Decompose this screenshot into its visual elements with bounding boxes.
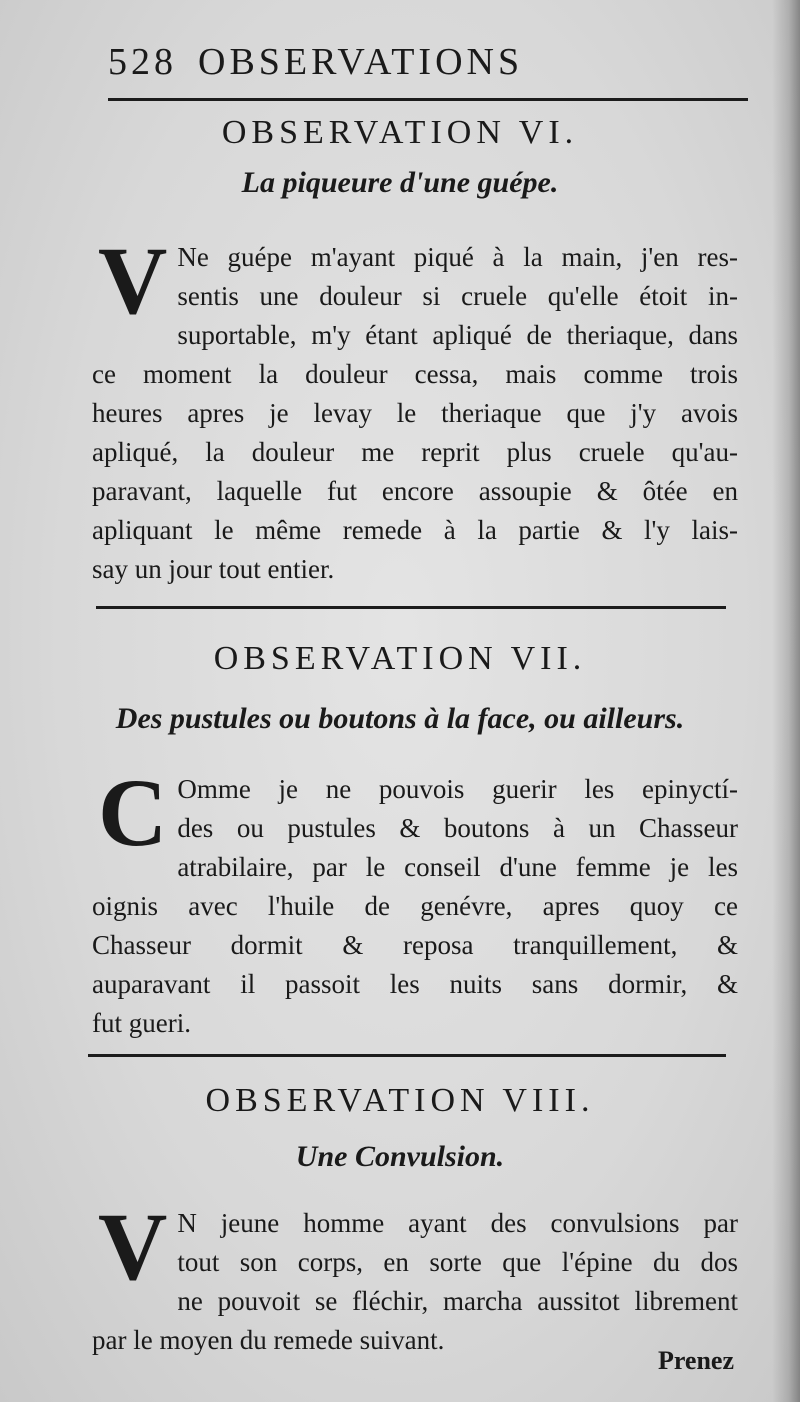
text-line: Omme je ne pouvois guerir les epinyctí-	[177, 774, 738, 804]
drop-cap: C	[98, 759, 168, 866]
text-line: Ne guépe m'ayant piqué à la main, j'en res-	[177, 242, 738, 272]
text-line: par le moyen du remede suivant.	[92, 1325, 445, 1355]
section-rule	[96, 606, 726, 609]
section-rule	[88, 1054, 726, 1057]
text-line: tout son corps, en sorte que l'épine du dos	[177, 1247, 738, 1277]
text-line: oignis avec l'huile de genévre, apres quoy ce	[92, 891, 738, 921]
text-line: Chasseur dormit & reposa tranquillement, &	[92, 930, 738, 960]
observation-text	[92, 227, 738, 589]
observation-heading: OBSERVATION VI.	[221, 114, 579, 151]
text-line: atrabilaire, par le conseil d'une femme je les	[177, 852, 738, 882]
text-line: ce moment la douleur cessa, mais comme trois	[92, 359, 738, 389]
text-line: say un jour tout entier.	[92, 554, 335, 584]
text-line: apliquant le même remede à la partie & l'y lais-	[92, 515, 738, 545]
text-line: suportable, m'y étant apliqué de theriaque, dans	[177, 320, 738, 350]
observation-heading: OBSERVATION VII.	[213, 640, 587, 677]
observation-text	[92, 759, 738, 1043]
text-line: sentis une douleur si cruele qu'elle étoit in-	[177, 281, 738, 311]
observation-subtitle: La piqueure d'une guépe.	[241, 166, 559, 199]
page-gutter-shadow	[772, 0, 800, 1402]
running-head	[108, 40, 748, 90]
text-line: des ou pustules & boutons à un Chasseur	[177, 813, 738, 843]
text-line: apliqué, la douleur me reprit plus cruele qu'au-	[92, 437, 738, 467]
text-line: N jeune homme ayant des convulsions par	[177, 1208, 738, 1238]
observation-subtitle: Une Convulsion.	[295, 1140, 505, 1173]
catchword: Prenez	[657, 1346, 734, 1375]
drop-cap: V	[98, 1193, 168, 1300]
running-title: OBSERVATIONS	[198, 41, 524, 83]
text-line: ne pouvoit se fléchir, marcha aussitot librement	[177, 1286, 738, 1316]
observation-text	[92, 1193, 738, 1360]
page-number: 528	[108, 41, 177, 83]
drop-cap: V	[98, 227, 168, 334]
observation-subtitle: Des pustules ou boutons à la face, ou ailleurs.	[115, 702, 685, 735]
text-line: fut gueri.	[92, 1008, 191, 1038]
text-line: auparavant il passoit les nuits sans dormir, &	[92, 969, 738, 999]
header-rule	[108, 98, 748, 101]
text-line: paravant, laquelle fut encore assoupie & ôtée en	[92, 476, 738, 506]
text-line: heures apres je levay le theriaque que j'y avois	[92, 398, 738, 428]
observation-heading: OBSERVATION VIII.	[205, 1082, 595, 1119]
